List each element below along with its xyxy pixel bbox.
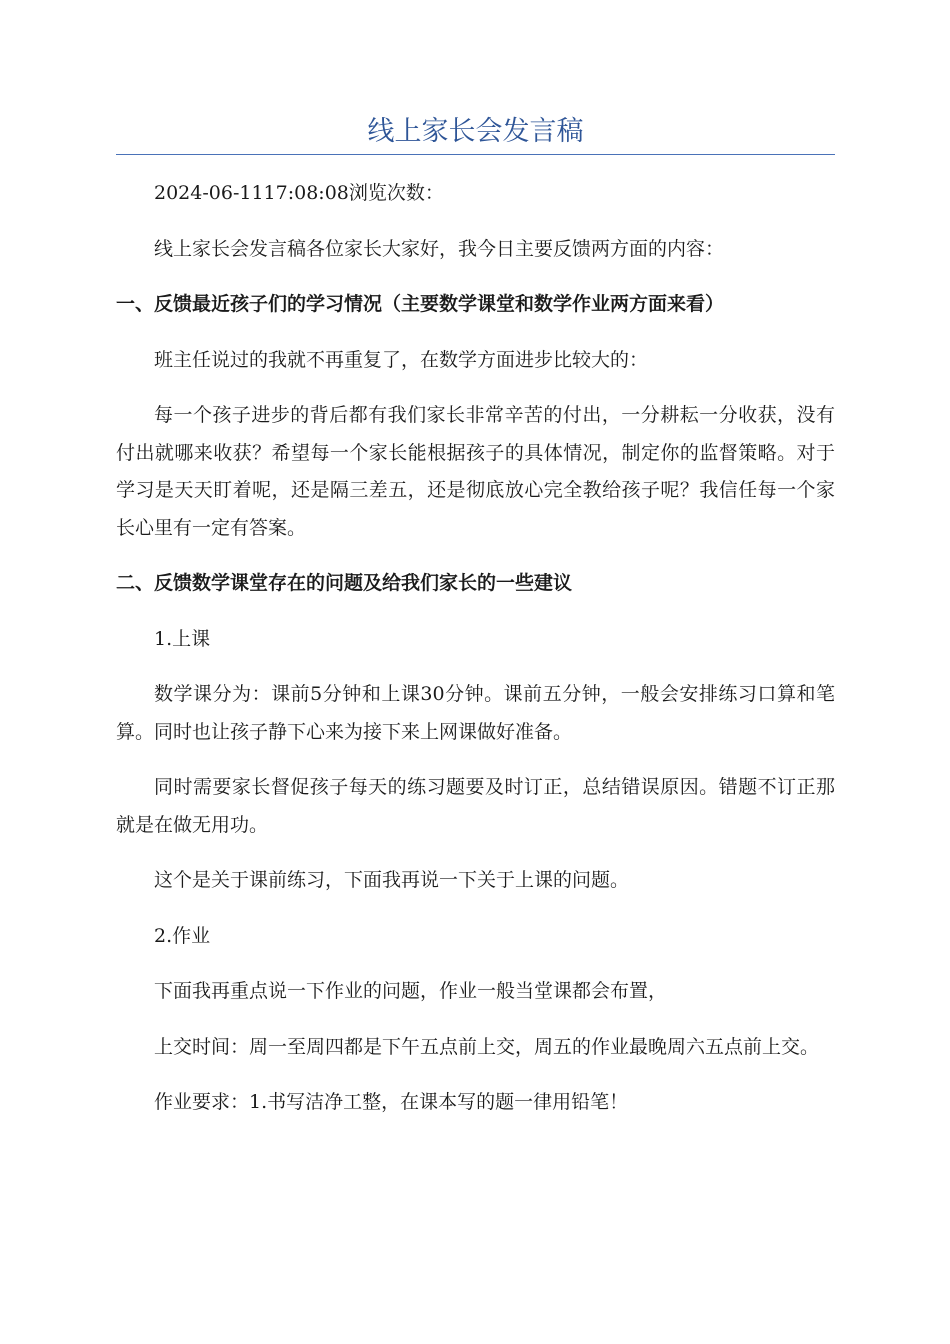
paragraph: 数学课分为：课前5分钟和上课30分钟。课前五分钟，一般会安排练习口算和笔算。同时也让孩子静下心来为接下来上网课做好准备。 xyxy=(116,683,835,743)
paragraph: 下面我再重点说一下作业的问题，作业一般当堂课都会布置， xyxy=(154,980,668,1002)
paragraph: 班主任说过的我就不再重复了，在数学方面进步比较大的： xyxy=(154,348,649,371)
paragraph: 同时需要家长督促孩子每天的练习题要及时订正，总结错误原因。错题不订正那就是在做无用功。 xyxy=(116,776,835,836)
section-heading: 一、反馈最近孩子们的学习情况（主要数学课堂和数学作业两方面来看） xyxy=(116,293,725,315)
paragraph: 每一个孩子进步的背后都有我们家长非常辛苦的付出，一分耕耘一分收获，没有付出就哪来收获？希望每一个家长能根据孩子的具体情况，制定你的监督策略。对于学习是天天盯着呢，还是隔三差五，还是彻底放心完全教给孩子呢？我信任每一个家长心里有一定有答案。 xyxy=(116,404,835,539)
document-body xyxy=(116,175,835,1122)
subsection-label: 1.上课 xyxy=(154,627,211,650)
paragraph: 上交时间：周一至周四都是下午五点前上交，周五的作业最晚周六五点前上交。 xyxy=(154,1035,820,1058)
subsection-label: 2.作业 xyxy=(154,924,211,947)
document-page xyxy=(116,112,835,1140)
meta-line: 2024-06-1117:08:08浏览次数： xyxy=(154,182,444,204)
paragraph: 这个是关于课前练习，下面我再说一下关于上课的问题。 xyxy=(154,869,630,891)
paragraph: 线上家长会发言稿各位家长大家好，我今日主要反馈两方面的内容： xyxy=(154,237,725,260)
title-divider xyxy=(116,154,835,155)
paragraph: 作业要求：1.书写洁净工整，在课本写的题一律用铅笔！ xyxy=(154,1091,629,1113)
section-heading: 二、反馈数学课堂存在的问题及给我们家长的一些建议 xyxy=(116,572,573,594)
document-title: 线上家长会发言稿 xyxy=(367,116,584,147)
